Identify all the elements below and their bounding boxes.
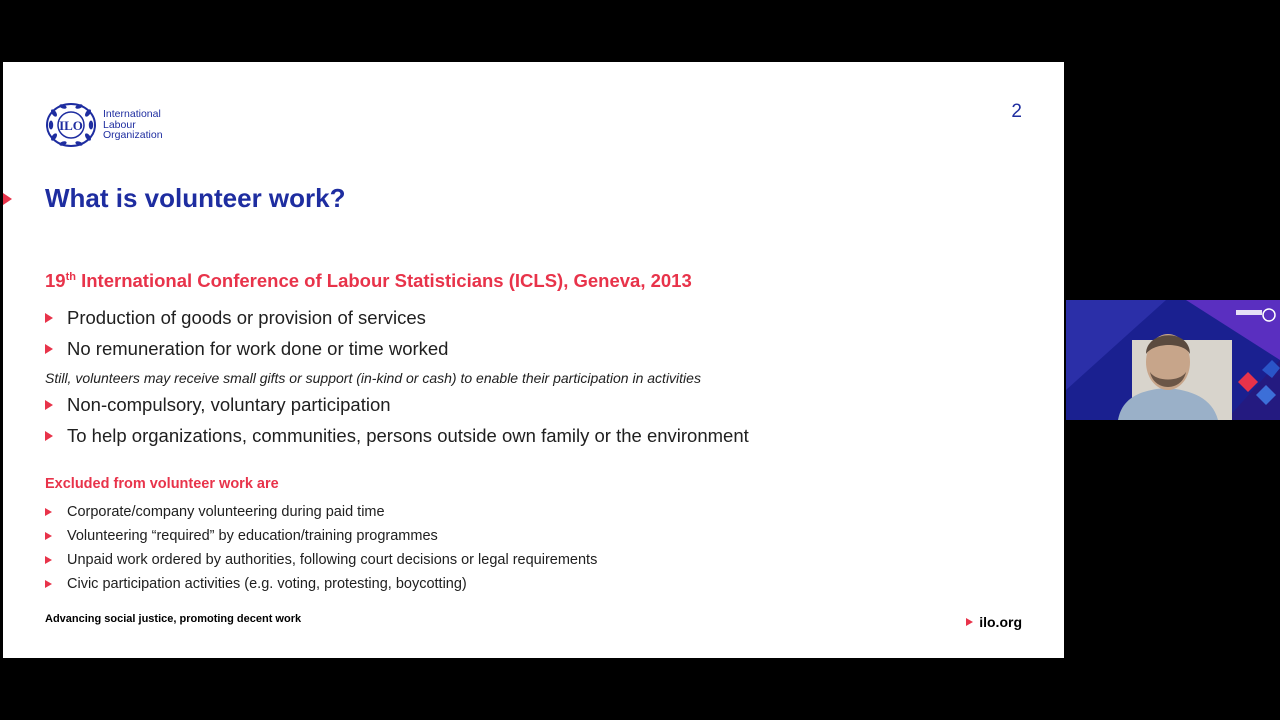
excluded-bullet (45, 504, 385, 520)
webcam-person-video (1066, 300, 1280, 420)
bullet-triangle-icon (45, 508, 52, 516)
ilo-logo (45, 102, 163, 148)
webcam-video (1066, 300, 1280, 420)
footer-link-text[interactable]: ilo.org (979, 614, 1022, 630)
subheading-text: International Conference of Labour Statisticians (ICLS), Geneva, 2013 (75, 270, 692, 291)
slide-title: What is volunteer work? (45, 183, 346, 213)
bullet-text: Corporate/company volunteering during paid time (67, 504, 385, 520)
slide-pointer-icon (3, 193, 12, 205)
bullet-triangle-icon (45, 431, 53, 441)
main-bullet (45, 425, 749, 447)
excluded-bullet (45, 552, 597, 568)
slide-subheading (45, 270, 692, 292)
bullet-triangle-icon (45, 400, 53, 410)
bullet-triangle-icon (45, 313, 53, 323)
main-bullet (45, 338, 448, 360)
ordinal-number: 19 (45, 270, 66, 291)
excluded-bullet (45, 576, 467, 592)
footer-tagline: Advancing social justice, promoting decent work (45, 613, 302, 625)
bullet-text: To help organizations, communities, persons outside own family or the environment (67, 425, 749, 446)
bullet-triangle-icon (45, 344, 53, 354)
page-number: 2 (1011, 101, 1022, 122)
presentation-slide (3, 62, 1064, 658)
svg-text:ILO: ILO (59, 118, 83, 133)
bullet-triangle-icon (45, 532, 52, 540)
volunteer-note: Still, volunteers may receive small gifts or support (in-kind or cash) to enable their participation in activities (45, 370, 701, 386)
bullet-text: No remuneration for work done or time worked (67, 338, 449, 359)
bullet-text: Unpaid work ordered by authorities, following court decisions or legal requirements (67, 552, 598, 568)
main-bullet (45, 307, 426, 329)
excluded-heading: Excluded from volunteer work are (45, 476, 279, 492)
ilo-emblem-icon (45, 102, 97, 148)
main-bullet (45, 394, 391, 416)
excluded-bullet (45, 528, 438, 544)
bullet-text: Volunteering “required” by education/training programmes (67, 528, 438, 544)
ilo-logo-text (103, 109, 163, 141)
bullet-text: Production of goods or provision of services (67, 307, 426, 328)
bullet-triangle-icon (45, 556, 52, 564)
ordinal-suffix: th (65, 271, 76, 283)
footer-link[interactable] (966, 614, 1022, 630)
bullet-triangle-icon (966, 618, 973, 626)
logo-line-2: Labour (103, 118, 136, 131)
bullet-text: Civic participation activities (e.g. voting, protesting, boycotting) (67, 576, 467, 592)
bullet-text: Non-compulsory, voluntary participation (67, 394, 391, 415)
bullet-triangle-icon (45, 580, 52, 588)
logo-line-3: Organization (103, 129, 163, 142)
logo-line-1: International (103, 108, 161, 121)
